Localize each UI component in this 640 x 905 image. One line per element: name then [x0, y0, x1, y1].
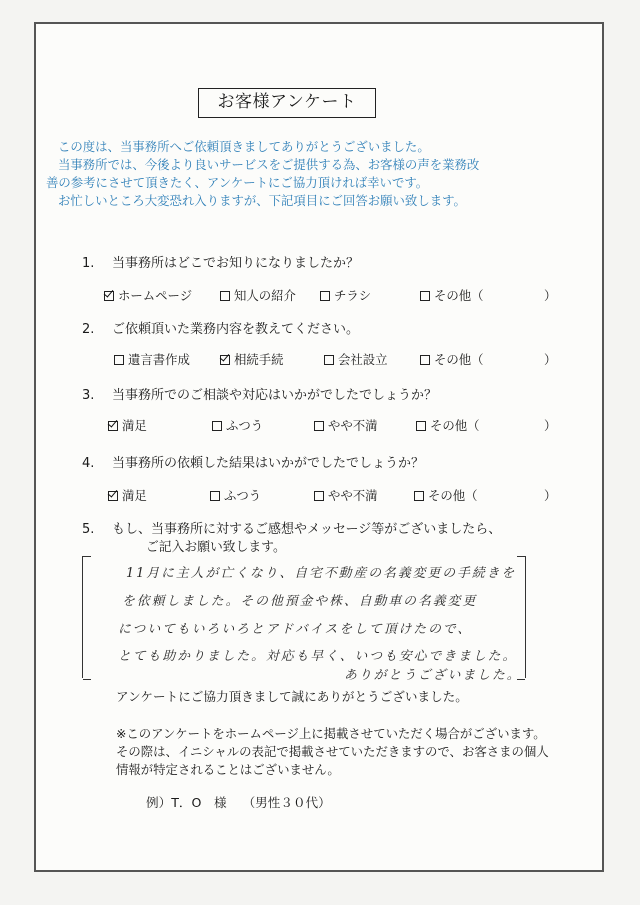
checkbox-icon[interactable] [212, 421, 222, 431]
question-3-options [82, 416, 562, 434]
option-satisfied[interactable]: 満足 [108, 416, 147, 434]
checkbox-checked-icon[interactable] [104, 291, 114, 301]
checkbox-icon[interactable] [416, 421, 426, 431]
page-title: お客様アンケート [198, 88, 376, 118]
option-satisfied[interactable]: 満足 [108, 486, 147, 504]
question-text: ご依頼頂いた業務内容を教えてください。 [112, 322, 360, 337]
notice-line: ※このアンケートをホームページ上に掲載させていただく場合がございます。 [116, 726, 546, 741]
checkbox-checked-icon[interactable] [108, 491, 118, 501]
question-4-options [82, 486, 562, 504]
intro-text [46, 138, 538, 210]
question-1 [82, 252, 359, 271]
checkbox-icon[interactable] [324, 355, 334, 365]
question-number: 1. [82, 256, 95, 271]
handwritten-line: についてもいろいろとアドバイスをして頂けたので、 [118, 622, 473, 637]
question-number: 2. [82, 322, 95, 337]
notice-line: 情報が特定されることはございません。 [116, 762, 340, 777]
thanks-text: アンケートにご協力頂きまして誠にありがとうございました。 [116, 689, 468, 704]
option-neutral[interactable]: ふつう [212, 416, 263, 434]
checkbox-icon[interactable] [320, 291, 330, 301]
handwritten-line: 11月に主人が亡くなり、自宅不動産の名義変更の手続きを [126, 566, 517, 581]
question-5-line2: ご記入お願い致します。 [146, 540, 286, 555]
question-text: 当事務所の依頼した結果はいかがでしたでしょうか？ [112, 456, 425, 471]
checkbox-icon[interactable] [114, 355, 124, 365]
question-2-options [82, 350, 562, 368]
question-2 [82, 318, 359, 337]
option-neutral[interactable]: ふつう [210, 486, 261, 504]
checkbox-icon[interactable] [314, 491, 324, 501]
option-other[interactable]: その他（ [416, 416, 480, 434]
checkbox-checked-icon[interactable] [108, 421, 118, 431]
intro-line: この度は、当事務所へご依頼頂きましてありがとうございました。 [58, 139, 430, 154]
handwritten-line: を依頼しました。その他預金や株、自動車の名義変更 [122, 594, 478, 609]
example-name: T．O 様 [171, 795, 227, 810]
option-other[interactable]: その他（ [420, 350, 484, 368]
intro-line: 当事務所では、今後より良いサービスをご提供する為、お客様の声を業務改 [58, 157, 480, 172]
checkbox-icon[interactable] [420, 291, 430, 301]
question-text: もし、当事務所に対するご感想やメッセージ等がございましたら、 [112, 522, 502, 537]
option-dissatisfied[interactable]: やや不満 [314, 486, 378, 504]
checkbox-icon[interactable] [420, 355, 430, 365]
intro-line: お忙しいところ大変恐れ入りますが、下記項目にご回答お願い致します。 [58, 193, 466, 208]
handwritten-line: とても助かりました。対応も早く、いつも安心できました。 [118, 649, 518, 664]
option-homepage[interactable]: ホームページ [104, 286, 192, 304]
question-5 [82, 518, 501, 537]
other-close-paren: ） [544, 488, 557, 503]
option-inheritance[interactable]: 相続手続 [220, 350, 284, 368]
notice-line: その際は、イニシャルの表記で掲載させていただきますので、お客さまの個人 [116, 744, 549, 759]
checkbox-icon[interactable] [210, 491, 220, 501]
option-other[interactable]: その他（ [420, 286, 484, 304]
question-text: 当事務所でのご相談や対応はいかがでしたでしょうか？ [112, 388, 438, 403]
checkbox-icon[interactable] [314, 421, 324, 431]
question-number: 3. [82, 388, 95, 403]
other-close-paren: ） [544, 418, 557, 433]
example-signature [146, 792, 331, 811]
option-referral[interactable]: 知人の紹介 [220, 286, 296, 304]
intro-line: 善の参考にさせて頂きたく、アンケートにご協力頂ければ幸いです。 [46, 175, 429, 190]
checkbox-icon[interactable] [220, 291, 230, 301]
question-4 [82, 452, 424, 471]
option-other[interactable]: その他（ [414, 486, 478, 504]
example-prefix: 例） [146, 795, 172, 810]
question-number: 5. [82, 522, 95, 537]
question-3 [82, 384, 437, 403]
example-detail: （男性３０代） [242, 795, 331, 810]
checkbox-icon[interactable] [414, 491, 424, 501]
option-company[interactable]: 会社設立 [324, 350, 388, 368]
other-close-paren: ） [544, 352, 557, 367]
option-will[interactable]: 遺言書作成 [114, 350, 190, 368]
option-flyer[interactable]: チラシ [320, 286, 371, 304]
checkbox-checked-icon[interactable] [220, 355, 230, 365]
handwritten-line: ありがとうございました。 [344, 668, 522, 683]
question-1-options [82, 286, 562, 304]
option-dissatisfied[interactable]: やや不満 [314, 416, 378, 434]
other-close-paren: ） [544, 288, 557, 303]
question-number: 4. [82, 456, 95, 471]
question-text: 当事務所はどこでお知りになりましたか？ [112, 256, 360, 271]
